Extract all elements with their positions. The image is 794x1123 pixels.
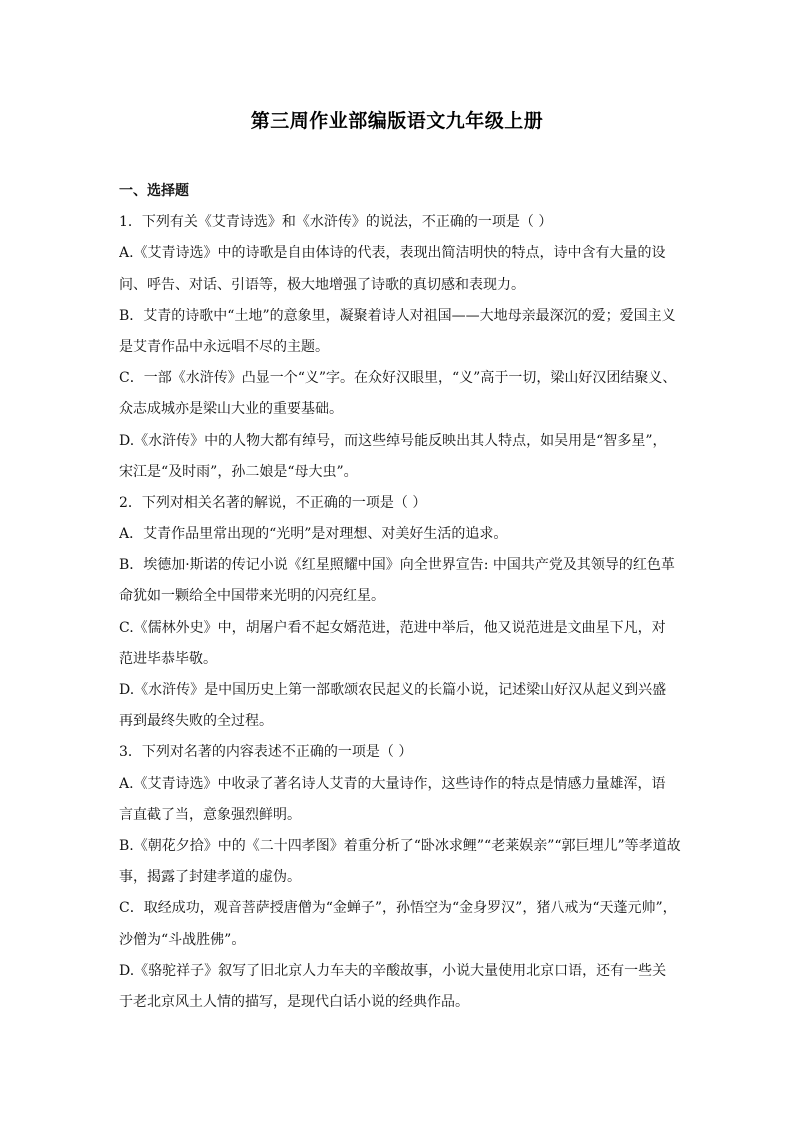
question-2-option-d-line-2: 再到最终失败的全过程。 [119,713,273,730]
question-3-option-b-line-2: 事，揭露了封建孝道的虚伪。 [119,869,301,886]
question-2-option-c-line-2: 范进毕恭毕敬。 [119,650,217,667]
question-3-option-c-line-1: C．取经成功，观音菩萨授唐僧为“金蝉子”，孙悟空为“金身罗汉”，猪八戒为“天蓬元帅”， [119,900,677,917]
question-3-option-a-line-2: 言直截了当，意象强烈鲜明。 [119,806,301,823]
question-1-option-b-line-1: B．艾青的诗歌中“土地”的意象里，凝聚着诗人对祖国——大地母亲最深沉的爱；爱国主义 [119,307,676,324]
question-2-option-b-line-2: 命犹如一颗给全中国带来光明的闪亮红星。 [119,588,385,605]
question-1-option-a-line-2: 问、呼告、对话、引语等，极大地增强了诗歌的真切感和表现力。 [119,276,525,293]
question-1-option-d-line-2: 宋江是“及时雨”，孙二娘是“母大虫”。 [119,463,358,480]
question-2-option-d-line-1: D.《水浒传》是中国历史上第一部歌颂农民起义的长篇小说，记述梁山好汉从起义到兴盛 [119,682,667,698]
question-3-option-a-line-1: A.《艾青诗选》中收录了著名诗人艾青的大量诗作，这些诗作的特点是情感力量雄浑，语 [119,775,666,792]
question-2-option-c-line-1: C.《儒林外史》中，胡屠户看不起女婿范进，范进中举后，他又说范进是文曲星下凡，对 [119,619,666,636]
question-1-option-c-line-1: C．一部《水浒传》凸显一个“义”字。在众好汉眼里，“义”高于一切，梁山好汉团结聚义、 [119,370,677,387]
question-3-option-c-line-2: 沙僧为“斗战胜佛”。 [119,931,246,948]
document-title: 第三周作业部编版语文九年级上册 [250,110,544,132]
question-3-option-b-line-1: B.《朝花夕拾》中的《二十四孝图》着重分析了“卧冰求鲤”“老莱娱亲”“郭巨埋儿”等孝道故 [119,837,681,854]
question-2-stem: 2．下列对相关名著的解说，不正确的一项是（ ） [119,494,427,511]
question-3-option-d-line-2: 于老北京风土人情的描写，是现代白话小说的经典作品。 [119,993,469,1010]
question-1-option-a-line-1: A.《艾青诗选》中的诗歌是自由体诗的代表，表现出简洁明快的特点，诗中含有大量的设 [119,245,666,262]
question-3-stem: 3．下列对名著的内容表述不正确的一项是（ ） [119,744,413,761]
question-1-option-d-line-1: D.《水浒传》中的人物大都有绰号，而这些绰号能反映出其人特点，如吴用是“智多星”， [119,432,667,449]
question-3-option-d-line-1: D.《骆驼祥子》叙写了旧北京人力车夫的辛酸故事，小说大量使用北京口语，还有一些关 [119,962,667,979]
question-2-option-a: A．艾青作品里常出现的“光明”是对理想、对美好生活的追求。 [119,526,508,543]
section-heading: 一、选择题 [119,183,189,199]
question-1-stem: 1．下列有关《艾青诗选》和《水浒传》的说法，不正确的一项是（ ） [119,214,553,231]
question-1-option-b-line-2: 是艾青作品中永远唱不尽的主题。 [119,338,329,355]
question-1-option-c-line-2: 众志成城亦是梁山大业的重要基础。 [119,401,343,418]
document-body [119,180,685,1022]
question-2-option-b-line-1: B．埃德加·斯诺的传记小说《红星照耀中国》向全世界宣告: 中国共产党及其领导的红色革 [119,557,675,574]
